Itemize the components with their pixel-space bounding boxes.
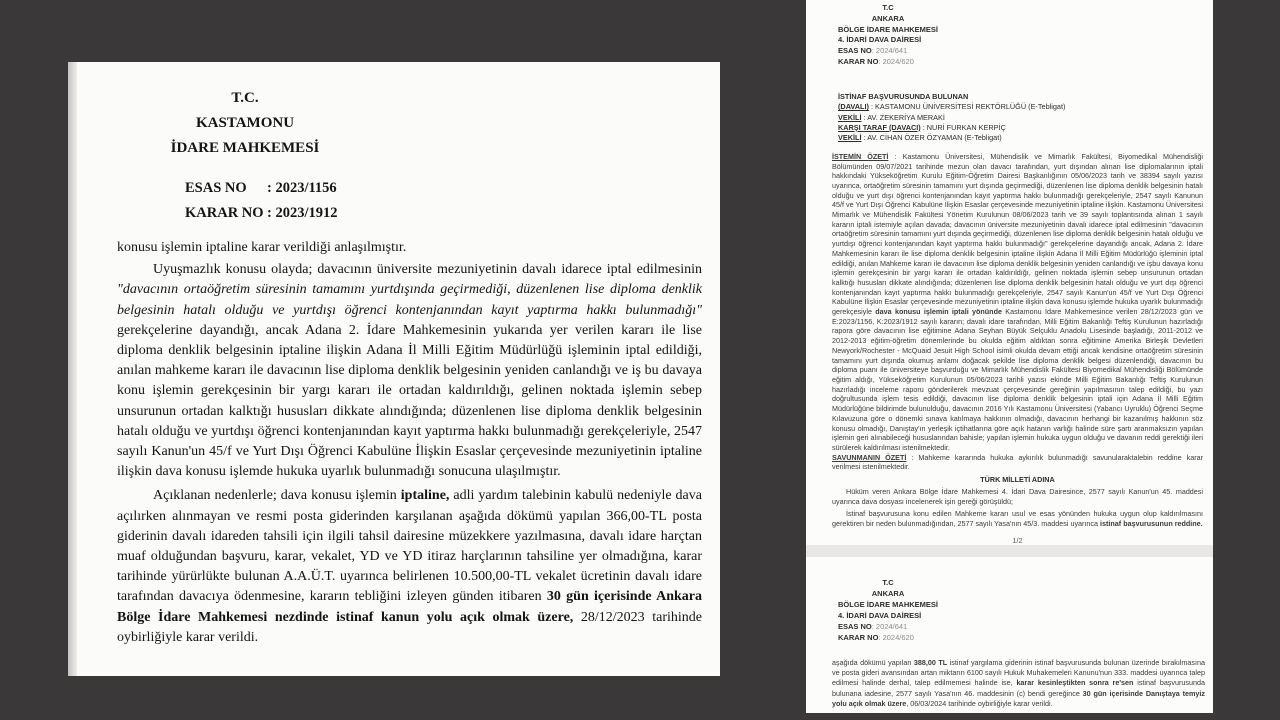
separator: : xyxy=(888,151,903,161)
party-text: : NURİ FURKAN KERPİÇ xyxy=(920,123,1006,132)
court-header-line: 4. İDARİ DAVA DAİRESİ xyxy=(838,611,922,620)
decision-body xyxy=(117,238,702,648)
esas-no-value: : 2023/1156 xyxy=(267,180,337,196)
istem-ozeti-paragraph xyxy=(832,152,1203,453)
esas-no-label: ESAS NO xyxy=(838,622,872,631)
party-text: : KASTAMONU ÜNİVERSİTESİ REKTÖRLÜĞÜ (E-Tebligat) xyxy=(868,102,1066,112)
court-header-line: T.C. xyxy=(231,90,259,106)
page-edge-shadow xyxy=(68,62,77,676)
karar-no-label: KARAR NO xyxy=(838,633,879,642)
court-header-line: BÖLGE İDARE MAHKEMESİ xyxy=(838,600,939,609)
istinaf-paragraph xyxy=(832,509,1203,528)
party-label: VEKİLİ xyxy=(838,112,862,122)
esas-no-label: ESAS NO xyxy=(838,46,872,56)
karar-no-label: KARAR NO xyxy=(185,205,264,221)
text-run: Kastamonu Üniversitesi, Mühendislik ve Mimarlık Fakültesi, Biyomedikal Mühendisliği Bölümünden 09/07/2021 tarihinde mezun olan davacı tarafından, yurt dışından alınan lise diplomalarının iptali hakkındaki Yükseköğretim Kurulu Eğitim-Öğretim Dairesi Başkanlığının 05/06/2023 tarih ve 38394 sayılı yazısı uyarınca, ortaöğretim süresinin tamamını yurt dışında geçirmediği, düzenlenen lise diploma denklik belgesinin hatalı olduğu ve yurt dışı öğrenci kontenjanından kayıt yaptırma hakkı bulunmadığı gerekçeleriyle, 2547 sayılı Kanunun 45/f ve Yurt Dışı Öğrenci Kabulüne İlişkin Esaslar çerçevesinde mezuniyetinin iptaline ilişkin. Kastamonu Üniversitesi Mimarlık ve Mühendislik Fakültesi Yönetim Kurulunun 08/06/2023 tarih ve 39 sayılı toplantısında alınan 1 sayılı kararın iptali istemiyle açılan davada; davacının üniversite mezuniyetinin davalı idarece iptal edilmesinin "davacının ortaöğretim süresinin tamamını yurt dışında geçirmediği, düzenlenen lise diploma denklik belgesinin hatalı olduğu ve yurtdışı öğrenci kontenjanından kayıt yaptırma hakkı bulunmadığı" gerekçelerine dayandığı ancak, Adana 2. İdare Mahkemesinin kararı ile lise diploma denklik belgesinin iptaline ilişkin Adana İl Milli Eğitim Müdürlüğü işleminin iptal edildiği, anılan Mahkeme kararı ile davacının lise diploma denklik belgesinin yeniden canlandığı ve işbu davaya konu işlemin gerekçesinin bir yargı kararı ile ortadan kaldırıldığı, gelinen noktada işlemin sebep unsurunun ortadan kalktığı hususları dikkate alındığında; düzenlenen lise diploma denklik belgesinin hatalı olduğu ve yurt dışı öğrenci kontenjanından kayıt yaptırma hakkı bulunmadığı gerekçeleriyle, 2547 sayılı Kanun'un 45/f ve Yurt Dışı Öğrenci Kabulüne İlişkin Esaslar çerçevesinde mezuniyetinin iptaline ilişkin dava konusu işlemde hukuka uyarlık bulunmadığı gerekçesiyle xyxy=(832,151,1203,317)
document-page-ankara-1 xyxy=(806,0,1213,545)
party-label: (DAVALI) xyxy=(838,102,869,112)
separator: : xyxy=(906,452,919,462)
karar-no-row xyxy=(838,57,938,68)
bold-run-iptaline: iptaline, xyxy=(400,488,450,504)
karar-no-row xyxy=(185,201,702,226)
karar-no-value: : 2024/620 xyxy=(878,633,914,642)
bold-run-amount: 388,00 TL xyxy=(913,658,948,667)
court-header-ankara-2 xyxy=(838,577,938,643)
court-header-line: KASTAMONU xyxy=(195,115,295,131)
court-header-line: BÖLGE İDARE MAHKEMESİ xyxy=(838,24,939,34)
page-number: 1/2 xyxy=(1012,535,1023,545)
text-run: istinaf yargılama giderinin istinaf başvurusunda bulunan üzerinde bırakılmasına ve posta gideri avansından artan miktarın 6100 sayılı Hukuk Muhakemeleri Kanunu'nun 333. maddesi uyarınca talep edilmesi halinde derhal, talep edilmemesi halinde ise, xyxy=(832,658,1205,688)
esas-no-row xyxy=(838,621,938,632)
bold-run-temyiz: 30 gün içerisinde Danıştaya temyiz yolu açık olmak üzere xyxy=(832,688,1205,708)
esas-no-value: : 2024/641 xyxy=(871,622,908,631)
paragraph-ruling xyxy=(117,486,702,648)
party-label: KARŞI TARAF (DAVACI) xyxy=(838,123,921,132)
party-row xyxy=(838,133,1203,143)
esas-no-row xyxy=(185,176,702,201)
text-run: İstinaf başvurusuna konu edilen Mahkeme kararı usul ve esas yönünden hukuka uygun olup kaldırılmasını gerektiren bir neden bulunmadığından, 2577 sayılı Yasa'nın 45/3. maddesi uyarınca xyxy=(832,509,1203,529)
text-run: gerekçelerine dayandığı, ancak Adana 2. İdare Mahkemesinin yukarıda yer verilen kararı ile lise diploma denklik belgesinin iptaline ilişkin Adana İl Milli Eğitim Müdürlüğü işleminin iptal edildiği, anılan mahkeme kararı ile davacının lise diploma denklik belgesinin yeniden canlandığı ve iş bu davaya konu işlemin gerekçesinin bir yargı kararı ile ortadan kaldırıldığı, gelinen noktada işlemin sebep unsurunun ortadan kalktığı hususları dikkate alındığında; düzenlenen lise diploma denklik belgesinin hatalı olduğu ve yurtdışı öğrenci kontenjanından kayıt yaptırma hakkı bulunmadığı gerekçeleriyle, 2547 sayılı Kanun'un 45/f ve Yurt Dışı Öğrenci Kabulüne İlişkin Esaslar çerçevesinde mezuniyetinin iptaline ilişkin dava konusu işlemde hukuka uyarlık bulunmadığı sonucuna ulaşılmıştır. xyxy=(117,322,702,480)
text-run: Açıklanan nedenlerle; dava konusu işlemin xyxy=(153,488,401,504)
esas-no-value: : 2024/641 xyxy=(871,46,908,56)
text-run: Kastamonu İdare Mahkemesince verilen 28/12/2023 gün ve E:2023/1156, K:2023/1912 sayılı kararın; davalı idare tarafından, Milli Eğitim Bakanlığı Teftiş Kurulunun hazırladığı rapora göre davacının lise eğitimine Adana Seyhan Büyük Selçuklu Anadolu Lisesinde başladığı, 2011-2012 ve 2012-2013 eğitim-öğretim dönemlerinde bu okulda eğitim aldıktan sonra eğitimine Amerika Birleşik Devletleri Newyork/Rochester - McQuaid Jesuit High School isimli okulda devam ettiği ancak kendisine ortaöğretim süresinin tamamını yurt dışında okumuş anlamı doğacak şekilde lise diploma denklik belgesi düzenlendiği, davacının bu diploma puanı ile üniversiteye başvurduğu ve Mimarlık Mühendislik Fakültesi Biyomedikal Mühendisliği Bölümünde eğitim aldığı, Yükseköğretim Kurulunun 05/06/2023 tarihli yazısı ekinde Milli Eğitim Bakanlığı Teftiş Kurulunun hazırladığı inceleme raporu gönderilerek mevzuat çerçevesinde gereğinin yapılmasının talep edildiği, bu yazı doğrultusunda işlem tesis edildiği, davacının lise diploma denklik belgesinin iptali için Adana İl Milli Eğitim Müdürlüğüne bildirimde bulunulduğu, davacının 2016 Yılı Kastamonu Üniversitesi (Yabancı Uyruklu) Öğrenci Seçme Kılavuzuna göre o dönemki sınava katılmaya hakkının olmadığı, davacının herhangi bir kazanılmış hakkının söz konusu olmadığı, Danıştay'ın yerleşik içtihatlarına göre açık hatanın varlığı halinde süre şartı aranmaksızın yapılan işlemin geri alınabileceği hususlarından bahisle; yapılan işlemin hukuka uygun olduğu ve davanın reddi gerektiği ileri sürülerek kaldırılması istenilmektedir. xyxy=(832,307,1203,452)
hukum-paragraph: Hüküm veren Ankara Bölge İdare Mahkemesi 4. İdari Dava Dairesince, 2577 sayılı Kanun'un 45. maddesi uyarınca dava dosyası incelenerek işin gereği görüşüldü; xyxy=(832,487,1203,506)
court-header-line: T.C xyxy=(882,578,894,587)
text-run: 28/12/2023 tarihinde oybirliğiyle karar verildi. xyxy=(117,609,703,645)
karar-no-row xyxy=(838,632,938,643)
turk-milleti-adina-heading: TÜRK MİLLETİ ADINA xyxy=(980,475,1055,485)
court-header-line: İDARE MAHKEMESİ xyxy=(170,140,320,156)
case-numbers xyxy=(185,176,702,226)
court-header-line: ANKARA xyxy=(871,13,905,23)
text-run: adli yardım talebinin kabulü nedeniyle dava açılırken alınmayan ve resmi posta giderinden karşılanan aşağıda dökümü yapılan 366,00-TL posta giderinin davalı idareden tahsili için ilgili tahsil dairesine müzekkere yazılmasına, davalı idare harçtan muaf olduğundan başvuru, karar, vekalet, YD ve YD itiraz harçlarının tahsiline yer olmadığına, karar tarihinde yürürlükte bulunan A.A.Ü.T. uyarınca belirlenen 10.500,00-TL vekalet ücretinin davalı idare tarafından davacıya ödenmesine, kararın tebliğini izleyen günden itibaren xyxy=(117,488,702,605)
party-text: : AV. CİHAN ÖZER ÖZYAMAN (E-Tebligat) xyxy=(861,133,1002,143)
right-page1-content xyxy=(806,0,1213,545)
court-header-ankara xyxy=(838,3,938,68)
savunma-ozeti-label: SAVUNMANIN ÖZETİ xyxy=(832,452,907,462)
text-run: , 06/03/2024 tarihinde oybirliğiyle karar verildi. xyxy=(906,698,1053,708)
party-label: VEKİLİ xyxy=(838,133,862,143)
bold-run-reddine: istinaf başvurusunun reddine. xyxy=(1100,519,1203,529)
karar-no-label: KARAR NO xyxy=(838,56,879,66)
party-row xyxy=(838,123,1203,133)
court-header-kastamonu xyxy=(169,86,321,161)
savunma-ozeti-paragraph xyxy=(832,453,1203,472)
text-run: aşağıda dökümü yapılan xyxy=(832,658,914,667)
text-run: Uyuşmazlık konusu olayda; davacının üniversite mezuniyetinin davalı idarece iptal edilmesinin xyxy=(153,262,702,278)
bold-run-final: karar kesinleştikten sonra re'sen xyxy=(1016,678,1134,688)
karar-no-value: : 2024/620 xyxy=(878,56,914,66)
text-run: Mahkeme kararında hukuka aykırılık bulunmadığı savunularaktalebin reddine karar verilmesi istenilmektedir. xyxy=(832,452,1204,472)
document-page-kastamonu xyxy=(68,62,720,676)
parties-block xyxy=(838,92,1203,144)
paragraph-continuation: konusu işlemin iptaline karar verildiği anlaşılmıştır. xyxy=(117,240,407,255)
party-text: : AV. ZEKERİYA MERAKİ xyxy=(861,112,945,122)
party-row xyxy=(838,113,1203,123)
right-column xyxy=(806,0,1213,713)
party-row xyxy=(838,92,1203,102)
paragraph-dispute xyxy=(117,260,702,482)
court-header-line: T.C xyxy=(882,3,894,12)
document-page-ankara-2 xyxy=(806,557,1213,713)
bold-run-appeal-path: 30 gün içerisinde Ankara Bölge İdare Mahkemesi nezdinde istinaf kanun yolu açık olmak üzere, xyxy=(117,589,702,625)
text-run: istinaf başvurusunda bulunana iadesine, 2577 sayılı Yasa'nın 46. maddesinin (c) bendi gereğince xyxy=(832,678,1205,698)
right-page2-content xyxy=(806,557,1213,709)
esas-no-label: ESAS NO xyxy=(185,180,247,196)
party-label: İSTİNAF BAŞVURUSUNDA BULUNAN xyxy=(838,91,969,101)
istem-ozeti-label: İSTEMİN ÖZETİ xyxy=(832,151,889,161)
bold-run-annulment: dava konusu işlemin iptali yönünde xyxy=(875,307,1002,317)
quoted-italic-run: "davacının ortaöğretim süresinin tamamını yurtdışında geçirmediği, düzenlenen lise diploma denklik belgesinin hatalı olduğu ve yurtdışı öğrenci kontenjanından kayıt yaptırma hakkı bulunmadığı" xyxy=(117,282,702,318)
left-page-content xyxy=(68,62,720,648)
costs-paragraph xyxy=(832,658,1205,709)
court-header-line: 4. İDARİ DAVA DAİRESİ xyxy=(838,35,922,45)
karar-no-value: : 2023/1912 xyxy=(267,205,338,221)
court-header-line: ANKARA xyxy=(871,589,905,598)
esas-no-row xyxy=(838,46,938,57)
party-row xyxy=(838,102,1203,112)
